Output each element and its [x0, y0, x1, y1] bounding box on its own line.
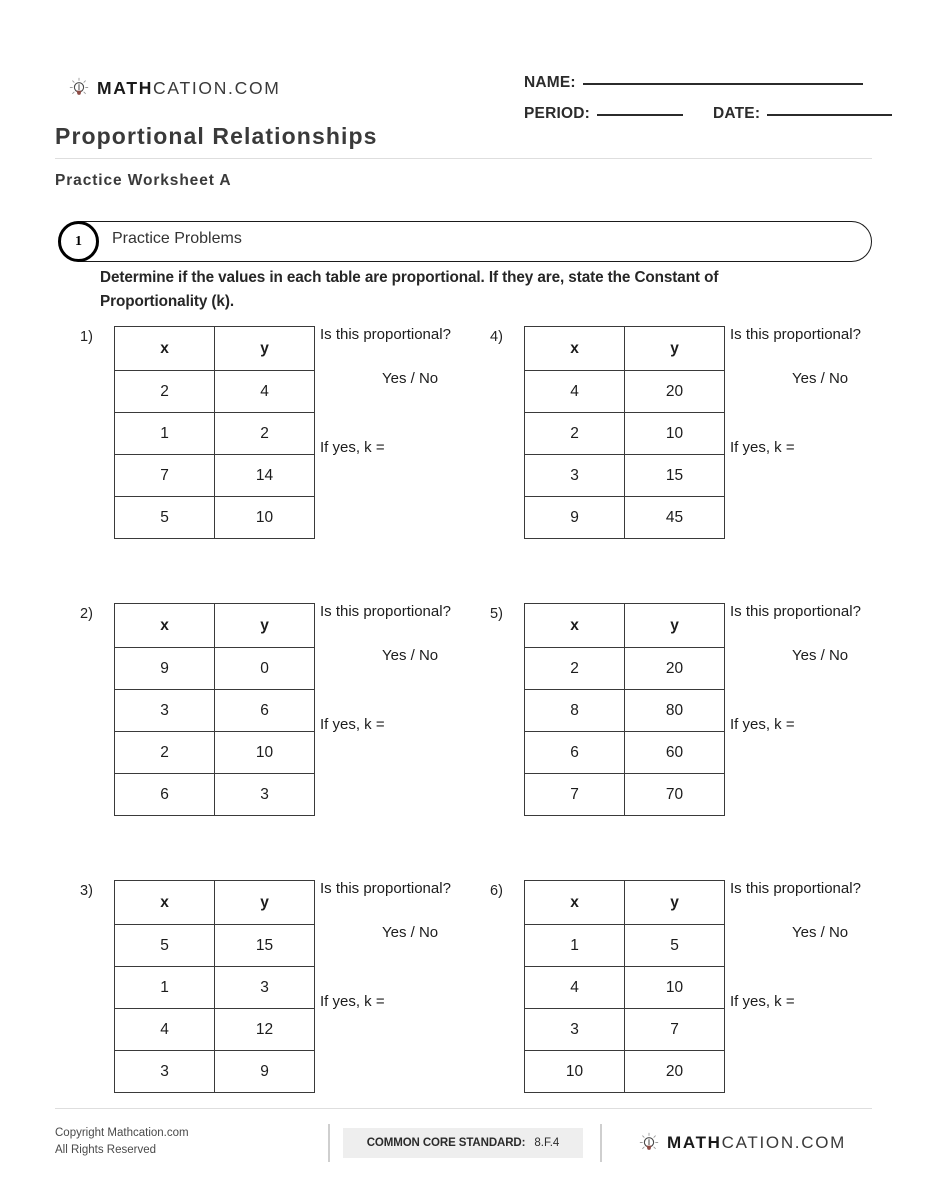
cell-y: 2 — [215, 413, 315, 455]
yes-no-choice[interactable]: Yes / No — [792, 924, 849, 941]
value-table — [524, 603, 725, 816]
header-cell-x: x — [525, 881, 625, 925]
table-row — [525, 732, 725, 774]
proportional-prompt: Is this proportional? — [730, 603, 861, 620]
header-cell-y: y — [215, 604, 315, 648]
cell-y: 10 — [215, 732, 315, 774]
table-row — [525, 967, 725, 1009]
logo-light-text: CATION.COM — [153, 77, 281, 98]
table-row — [115, 1009, 315, 1051]
cell-x: 7 — [115, 455, 215, 497]
name-label: NAME: — [524, 74, 576, 91]
cell-x: 3 — [525, 455, 625, 497]
date-label: DATE: — [713, 105, 761, 122]
cell-y: 3 — [215, 774, 315, 816]
table-row — [525, 648, 725, 690]
table-row — [115, 413, 315, 455]
k-answer-prompt[interactable]: If yes, k = — [730, 439, 795, 456]
cell-x: 3 — [115, 1051, 215, 1093]
problem-index: 2) — [80, 606, 93, 622]
cell-y: 10 — [625, 413, 725, 455]
cell-y: 10 — [625, 967, 725, 1009]
cell-x: 3 — [115, 690, 215, 732]
table-row — [525, 1009, 725, 1051]
header-cell-y: y — [215, 881, 315, 925]
footer-separator-right — [600, 1124, 602, 1162]
problems-grid — [0, 318, 927, 1149]
cell-y: 5 — [625, 925, 725, 967]
header-cell-x: x — [115, 604, 215, 648]
table-row — [115, 690, 315, 732]
cell-y: 70 — [625, 774, 725, 816]
cell-x: 2 — [525, 648, 625, 690]
page-header — [0, 40, 927, 122]
cell-y: 80 — [625, 690, 725, 732]
proportional-prompt: Is this proportional? — [730, 880, 861, 897]
logo-bold-text: MATH — [97, 77, 154, 98]
logo-bold-text: MATH — [667, 1133, 722, 1152]
table-header-row — [525, 604, 725, 648]
standard-value: 8.F.4 — [534, 1137, 560, 1149]
table-row — [525, 371, 725, 413]
cell-y: 4 — [215, 371, 315, 413]
table-row — [115, 371, 315, 413]
name-input[interactable] — [583, 83, 863, 85]
copyright-block — [55, 1125, 189, 1158]
page-subtitle: Practice Worksheet A — [55, 172, 232, 189]
footer-logo — [638, 1132, 846, 1154]
problem-index: 5) — [490, 606, 503, 622]
lightbulb-icon — [68, 77, 90, 99]
cell-x: 3 — [525, 1009, 625, 1051]
value-table — [114, 880, 315, 1093]
proportional-prompt: Is this proportional? — [320, 603, 451, 620]
k-answer-prompt[interactable]: If yes, k = — [730, 993, 795, 1010]
table-row — [525, 455, 725, 497]
proportional-prompt: Is this proportional? — [730, 326, 861, 343]
cell-x: 4 — [525, 967, 625, 1009]
standard-label: COMMON CORE STANDARD: — [366, 1137, 526, 1149]
cell-y: 60 — [625, 732, 725, 774]
proportional-prompt: Is this proportional? — [320, 880, 451, 897]
table-row — [525, 413, 725, 455]
period-label: PERIOD: — [524, 105, 590, 122]
date-input[interactable] — [767, 114, 892, 116]
cell-y: 3 — [215, 967, 315, 1009]
table-row — [525, 1051, 725, 1093]
yes-no-choice[interactable]: Yes / No — [792, 647, 849, 664]
header-cell-x: x — [115, 881, 215, 925]
k-answer-prompt[interactable]: If yes, k = — [730, 716, 795, 733]
instructions-text: Determine if the values in each table are proportional. If they are, state the Constant of Proportionality (k). — [100, 269, 719, 310]
cell-x: 9 — [115, 648, 215, 690]
header-cell-x: x — [115, 327, 215, 371]
cell-x: 1 — [525, 925, 625, 967]
cell-x: 7 — [525, 774, 625, 816]
cell-y: 15 — [625, 455, 725, 497]
table-row — [525, 690, 725, 732]
cell-x: 4 — [525, 371, 625, 413]
cell-y: 14 — [215, 455, 315, 497]
header-cell-y: y — [215, 327, 315, 371]
cell-y: 0 — [215, 648, 315, 690]
header-cell-y: y — [625, 604, 725, 648]
value-table — [524, 326, 725, 539]
problem-1 — [80, 318, 480, 533]
problem-6 — [490, 872, 890, 1087]
cell-x: 6 — [115, 774, 215, 816]
header-cell-y: y — [625, 327, 725, 371]
yes-no-choice[interactable]: Yes / No — [382, 647, 439, 664]
period-input[interactable] — [597, 114, 683, 116]
cell-x: 1 — [115, 967, 215, 1009]
cell-y: 20 — [625, 1051, 725, 1093]
table-row — [115, 967, 315, 1009]
table-row — [525, 925, 725, 967]
cell-y: 20 — [625, 371, 725, 413]
problem-2 — [80, 595, 480, 810]
header-cell-x: x — [525, 604, 625, 648]
table-header-row — [525, 881, 725, 925]
cell-x: 5 — [115, 925, 215, 967]
page-title: Proportional Relationships — [55, 123, 378, 149]
cell-y: 7 — [625, 1009, 725, 1051]
cell-x: 9 — [525, 497, 625, 539]
cell-y: 20 — [625, 648, 725, 690]
value-table — [114, 603, 315, 816]
k-answer-prompt[interactable]: If yes, k = — [320, 439, 385, 456]
cell-y: 9 — [215, 1051, 315, 1093]
logo-light-text: CATION.COM — [721, 1133, 846, 1152]
logo-wordmark — [97, 78, 281, 99]
cell-x: 10 — [525, 1051, 625, 1093]
problem-row — [0, 318, 927, 595]
cell-y: 45 — [625, 497, 725, 539]
student-info-block — [524, 74, 892, 136]
logo-wordmark — [667, 1133, 846, 1153]
table-row — [115, 497, 315, 539]
copyright-line-1: Copyright Mathcation.com — [55, 1127, 189, 1139]
cell-x: 1 — [115, 413, 215, 455]
table-row — [525, 497, 725, 539]
question-block — [730, 880, 927, 1010]
table-row — [115, 648, 315, 690]
problem-index: 6) — [490, 883, 503, 899]
cell-x: 4 — [115, 1009, 215, 1051]
header-cell-x: x — [525, 327, 625, 371]
table-row — [525, 774, 725, 816]
question-block — [730, 603, 927, 733]
problem-4 — [490, 318, 890, 533]
header-logo — [68, 77, 281, 99]
cell-x: 2 — [115, 732, 215, 774]
common-core-badge — [343, 1128, 583, 1158]
question-block — [730, 326, 927, 456]
yes-no-choice[interactable]: Yes / No — [382, 924, 439, 941]
footer-divider — [55, 1108, 872, 1109]
table-row — [115, 774, 315, 816]
problem-5 — [490, 595, 890, 810]
yes-no-choice[interactable]: Yes / No — [382, 370, 439, 387]
table-row — [115, 925, 315, 967]
section-label: Practice Problems — [112, 230, 242, 247]
period-date-row — [524, 105, 892, 123]
table-header-row — [525, 327, 725, 371]
lightbulb-icon — [638, 1132, 660, 1154]
cell-x: 5 — [115, 497, 215, 539]
cell-y: 6 — [215, 690, 315, 732]
section-number-badge: 1 — [58, 221, 99, 262]
value-table — [114, 326, 315, 539]
k-answer-prompt[interactable]: If yes, k = — [320, 716, 385, 733]
cell-y: 10 — [215, 497, 315, 539]
copyright-line-2: All Rights Reserved — [55, 1143, 156, 1156]
table-header-row — [115, 327, 315, 371]
name-row — [524, 74, 892, 92]
problem-index: 3) — [80, 883, 93, 899]
table-row — [115, 1051, 315, 1093]
cell-x: 6 — [525, 732, 625, 774]
problem-index: 4) — [490, 329, 503, 345]
cell-y: 12 — [215, 1009, 315, 1051]
footer-separator-left — [328, 1124, 330, 1162]
title-divider — [55, 158, 872, 159]
value-table — [524, 880, 725, 1093]
k-answer-prompt[interactable]: If yes, k = — [320, 993, 385, 1010]
table-header-row — [115, 881, 315, 925]
proportional-prompt: Is this proportional? — [320, 326, 451, 343]
table-row — [115, 455, 315, 497]
table-header-row — [115, 604, 315, 648]
cell-y: 15 — [215, 925, 315, 967]
header-cell-y: y — [625, 881, 725, 925]
yes-no-choice[interactable]: Yes / No — [792, 370, 849, 387]
cell-x: 8 — [525, 690, 625, 732]
problem-row — [0, 595, 927, 872]
problem-3 — [80, 872, 480, 1087]
problem-index: 1) — [80, 329, 93, 345]
cell-x: 2 — [115, 371, 215, 413]
cell-x: 2 — [525, 413, 625, 455]
table-row — [115, 732, 315, 774]
